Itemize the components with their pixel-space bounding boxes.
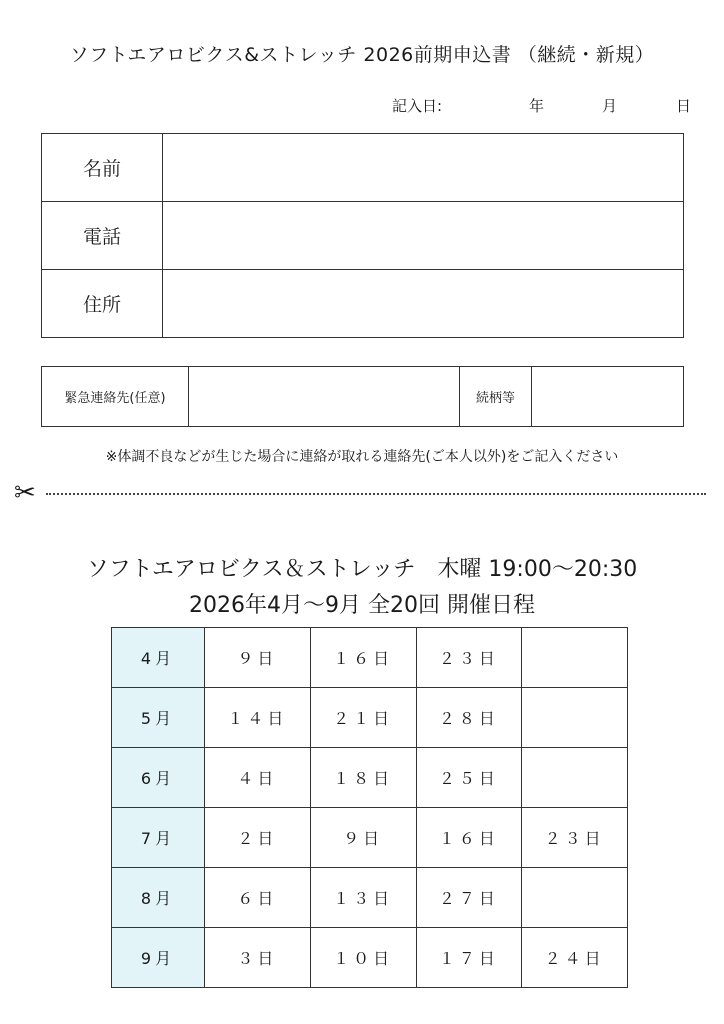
day-cell: １４日 [205, 688, 311, 748]
cut-line [46, 493, 706, 495]
day-cell: ２３日 [416, 628, 522, 688]
schedule-row [112, 808, 628, 868]
day-cell: ４日 [205, 748, 311, 808]
month-cell: 6月 [112, 748, 205, 808]
entry-date-label: 記入日: [392, 97, 443, 115]
month-cell: 4月 [112, 628, 205, 688]
month-cell: 9月 [112, 928, 205, 988]
day-cell: １０日 [310, 928, 416, 988]
emergency-field[interactable] [189, 367, 460, 427]
day-cell: ２５日 [416, 748, 522, 808]
day-cell: ２１日 [310, 688, 416, 748]
day-cell: １７日 [416, 928, 522, 988]
relation-label: 続柄等 [460, 367, 532, 427]
emergency-label: 緊急連絡先(任意) [42, 367, 189, 427]
applicant-form [41, 133, 684, 338]
schedule-row [112, 628, 628, 688]
entry-date-day: 日 [676, 97, 692, 115]
month-cell: 5月 [112, 688, 205, 748]
day-cell: ２３日 [522, 808, 628, 868]
address-row [42, 270, 684, 338]
day-cell: ２７日 [416, 868, 522, 928]
day-cell: ９日 [205, 628, 311, 688]
month-cell: 8月 [112, 868, 205, 928]
day-cell: ３日 [205, 928, 311, 988]
emergency-row [42, 367, 684, 427]
phone-label: 電話 [42, 202, 163, 270]
day-cell: ２８日 [416, 688, 522, 748]
name-label: 名前 [42, 134, 163, 202]
entry-date-line [392, 95, 692, 115]
schedule-row [112, 928, 628, 988]
day-cell: １６日 [416, 808, 522, 868]
schedule-row [112, 688, 628, 748]
phone-field[interactable] [163, 202, 684, 270]
day-cell: １３日 [310, 868, 416, 928]
month-cell: 7月 [112, 808, 205, 868]
schedule-row [112, 868, 628, 928]
entry-date-year: 年 [529, 97, 545, 115]
schedule-subtitle: 2026年4月～9月 全20回 開催日程 [189, 593, 535, 618]
day-cell: ２４日 [522, 928, 628, 988]
day-cell: １８日 [310, 748, 416, 808]
page-title: ソフトエアロビクス&ストレッチ 2026前期申込書 （継続・新規） [69, 44, 655, 66]
emergency-contact-form [41, 366, 684, 427]
emergency-note: ※体調不良などが生じた場合に連絡が取れる連絡先(ご本人以外)をご記入ください [105, 449, 619, 465]
name-row [42, 134, 684, 202]
relation-field[interactable] [532, 367, 684, 427]
phone-row [42, 202, 684, 270]
day-cell: ２日 [205, 808, 311, 868]
address-field[interactable] [163, 270, 684, 338]
day-cell [522, 628, 628, 688]
schedule-row [112, 748, 628, 808]
name-field[interactable] [163, 134, 684, 202]
day-cell [522, 688, 628, 748]
address-label: 住所 [42, 270, 163, 338]
entry-date-month: 月 [602, 97, 618, 115]
day-cell: １６日 [310, 628, 416, 688]
day-cell: ９日 [310, 808, 416, 868]
schedule-title: ソフトエアロビクス＆ストレッチ 木曜 19:00～20:30 [86, 557, 638, 582]
day-cell [522, 868, 628, 928]
scissors-icon: ✂ [14, 478, 36, 508]
day-cell: ６日 [205, 868, 311, 928]
day-cell [522, 748, 628, 808]
schedule-table [111, 627, 628, 988]
